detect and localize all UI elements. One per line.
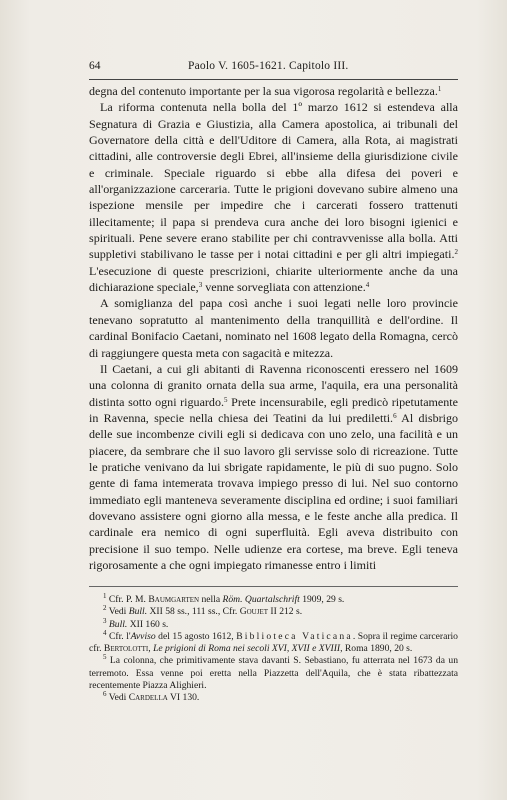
paragraph-2: La riforma contenuta nella bolla del 1º marzo 1612 si estendeva alla Segnatura di Grazia e Giustizia, alla Camera apostolica, ai tribunali del Governatore della città e dell'Uditore di Camera, alla Rota, ai magistrati cittadini, alle controversie degli Ebrei, all'insieme della giurisdizione civile e criminale. Speciale riguardo si ebbe alla difesa dei poveri e all'organizzazione carceraria. Tutte le prigioni dovevano subire almeno una ispezione mensile per impedire che i carcerati fossero trattenuti illecitamente; il papa si prendeva cura anche dei loro bisogni igienici e spirituali. Pene severe erano stabilite per chi contravvenisse alla bolla. Atti suppletivi stabilivano le tasse per i notai cittadini e per gli altri impiegati.$^2$ L'esecuzione di queste prescrizioni, chiarite ulteriormente anche da una dichiarazione speciale,$^3$ venne sorvegliata con attenzione.$^4$ xyxy=(89,100,458,295)
footnote-ref-2: 2 xyxy=(454,248,458,257)
footnote-5: $^5$ La colonna, che primitivamente stava davanti S. Sebastiano, fu atterrata nel 1673 da un terremoto. Essa venne poi eretta nella Piazzetta dell'Aquila, che è stata ribattezzata recentemente Piazza Alighieri. xyxy=(89,653,458,692)
header-rule xyxy=(89,79,458,80)
footnote-4: $^4$ Cfr. l'Avviso del 15 agosto 1612, Biblioteca Vaticana. Sopra il regime carcerario cfr. Bertolotti, Le prigioni di Roma nei secoli XVI, XVII e XVIII, Roma 1890, 20 s. xyxy=(89,628,458,655)
page-header xyxy=(89,60,458,72)
footnote-rule xyxy=(89,586,458,587)
paragraph-3: A somiglianza del papa così anche i suoi legati nelle loro provincie tenevano sopratutto al mantenimento della tranquillità e dell'ordine. Il cardinal Bonifacio Caetani, nominato nel 1608 legato della Romagna, cercò di raggiungere questa meta con sagacità e mitezza. xyxy=(89,296,458,360)
footnote-ref-4: 4 xyxy=(365,281,370,290)
paragraph-1: degna del contenuto importante per la sua vigorosa regolarità e bellezza.$^1$ xyxy=(89,84,442,98)
footnote-6: $^6$ Vedi Cardella VI 130. xyxy=(103,690,200,704)
footnotes xyxy=(89,594,458,705)
page-number: 64 xyxy=(89,60,101,72)
footnote-ref-1: 1 xyxy=(437,85,442,93)
running-title: Paolo V. 1605-1621. Capitolo III. xyxy=(188,60,349,72)
footnote-2: $^2$ Vedi Bull. XII 58 ss., 111 ss., Cfr. Goujet II 212 s. xyxy=(103,604,303,618)
footnote-ref-3: 3 xyxy=(198,281,203,290)
footnote-3: $^3$ Bull. XII 160 s. xyxy=(103,616,169,630)
footnote-ref-5: 5 xyxy=(224,395,228,404)
main-text xyxy=(89,83,458,573)
footnote-ref-6: 6 xyxy=(393,411,397,420)
paragraph-4: Il Caetani, a cui gli abitanti di Ravenna riconoscenti eressero nel 1609 una colonna di granito ornata della sua arme, l'aquila, era una personalità distinta sotto ogni riguardo.$^5$ Prete incensurabile, egli predicò ripetutamente in Ravenna, specie nella chiesa dei Teatini da lui prediletti.$^6$ Al disbrigo delle sue incombenze civili egli si dedicava con uno zelo, una facilità e un piacere, da sembrare che il suo lavoro gli servisse solo di ricreazione. Tutte le pratiche venivano da lui sbrigate rapidamente, le più di suo pugno. Solo gente di fama intemerata trovava impiego presso di lui. Nel suo contorno immediato egli manteneva severamente disciplina ed ordine; i suoi familiari dovevano assistere ogni giorno alla messa, e le feste anche alla predica. Il cardinale era nemico di ogni superfluità. Egli aveva distribuito con precisione il suo tempo. Nelle udienze era cortese, ma breve. Egli teneva rigorosamente a che ogni impiegato rimanesse entro i limiti xyxy=(89,361,458,572)
footnote-1: $^1$ Cfr. P. M. Baumgarten nella Röm. Quartalschrift 1909, 29 s. xyxy=(103,592,345,605)
